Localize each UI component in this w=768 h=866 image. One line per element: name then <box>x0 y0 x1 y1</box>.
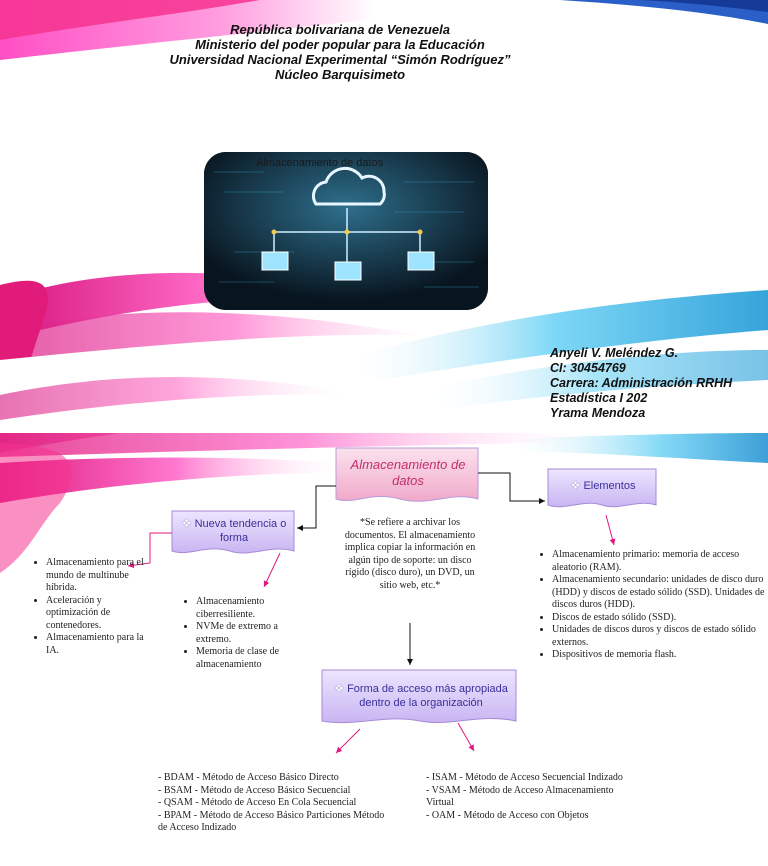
institution-name: República bolivariana de Venezuela <box>230 22 450 37</box>
author-course: Estadística I 202 <box>550 391 648 405</box>
list-item: • Almacenamiento para la IA. <box>46 632 146 657</box>
mindmap-slide <box>0 433 768 866</box>
list-item: - OAM - Método de Acceso con Objetos <box>426 809 589 821</box>
topic-title: Almacenamiento de datos <box>350 457 466 488</box>
list-item: • Almacenamiento para el mundo de multinube híbrida. <box>46 557 146 595</box>
university-name: Universidad Nacional Experimental “Simón Rodríguez” <box>169 52 511 67</box>
new-trend-label: Nueva tendencia o forma <box>194 518 287 544</box>
list-item: - QSAM - Método de Acceso En Cola Secuencial <box>158 797 357 808</box>
diamond-bullet-icon: ❖ <box>181 518 192 530</box>
cloud-network-image <box>204 152 488 310</box>
ministry-name: Ministerio del poder popular para la Educación <box>195 37 485 52</box>
list-item: • Almacenamiento secundario: unidades de disco duro (HDD) y discos de estado sólido (SSD). Unidades de discos duros (HDD). <box>552 574 766 612</box>
author-name: Anyeli V. Meléndez G. <box>550 346 679 360</box>
campus-name: Núcleo Barquisimeto <box>274 67 406 82</box>
list-item: - ISAM - Método de Acceso Secuencial Indizado <box>426 772 623 783</box>
list-item: • Unidades de discos duros y discos de estado sólido externos. <box>552 624 766 649</box>
elements-label: Elementos <box>583 480 636 492</box>
access-methods-right <box>426 772 626 822</box>
trend-list-left <box>28 557 146 657</box>
list-item: • NVMe de extremo a extremo. <box>196 621 298 646</box>
diamond-bullet-icon: ❖ <box>570 480 581 492</box>
list-item: • Almacenamiento primario: memoria de acceso aleatorio (RAM). <box>552 549 766 574</box>
list-item: - VSAM - Método de Acceso Almacenamiento Virtual <box>426 784 614 808</box>
list-item: • Dispositivos de memoria flash. <box>552 649 766 662</box>
author-teacher: Yrama Mendoza <box>550 406 646 420</box>
list-item: • Discos de estado sólido (SSD). <box>552 612 766 625</box>
trend-list-right <box>178 596 298 671</box>
list-item: • Almacenamiento ciberresiliente. <box>196 596 298 621</box>
cloud-storage-illustration <box>204 152 488 310</box>
image-caption: Almacenamiento de datos <box>256 157 384 169</box>
list-item: • Aceleración y optimización de contenedores. <box>46 595 146 633</box>
list-item: • Memoria de clase de almacenamiento <box>196 646 298 671</box>
elements-list <box>534 549 766 662</box>
diamond-bullet-icon: ❖ <box>334 683 344 695</box>
author-id: CI: 30454769 <box>550 361 626 375</box>
author-career: Carrera: Administración RRHH <box>550 376 733 390</box>
list-item: - BDAM - Método de Acceso Básico Directo <box>158 772 339 783</box>
access-methods-left <box>158 772 386 835</box>
author-block <box>550 346 732 421</box>
list-item: - BPAM - Método de Acceso Básico Particiones Método de Acceso Indizado <box>158 809 385 833</box>
access-label: Forma de acceso más apropiada dentro de la organización <box>347 683 508 709</box>
definition-text: *Se refiere a archivar los documentos. El almacenamiento implica copiar la información en algún tipo de soporte: un disco rígido (disco duro), un DVD, un sitio web, etc.* <box>344 517 476 591</box>
list-item: - BSAM - Método de Acceso Básico Secuencial <box>158 784 351 796</box>
